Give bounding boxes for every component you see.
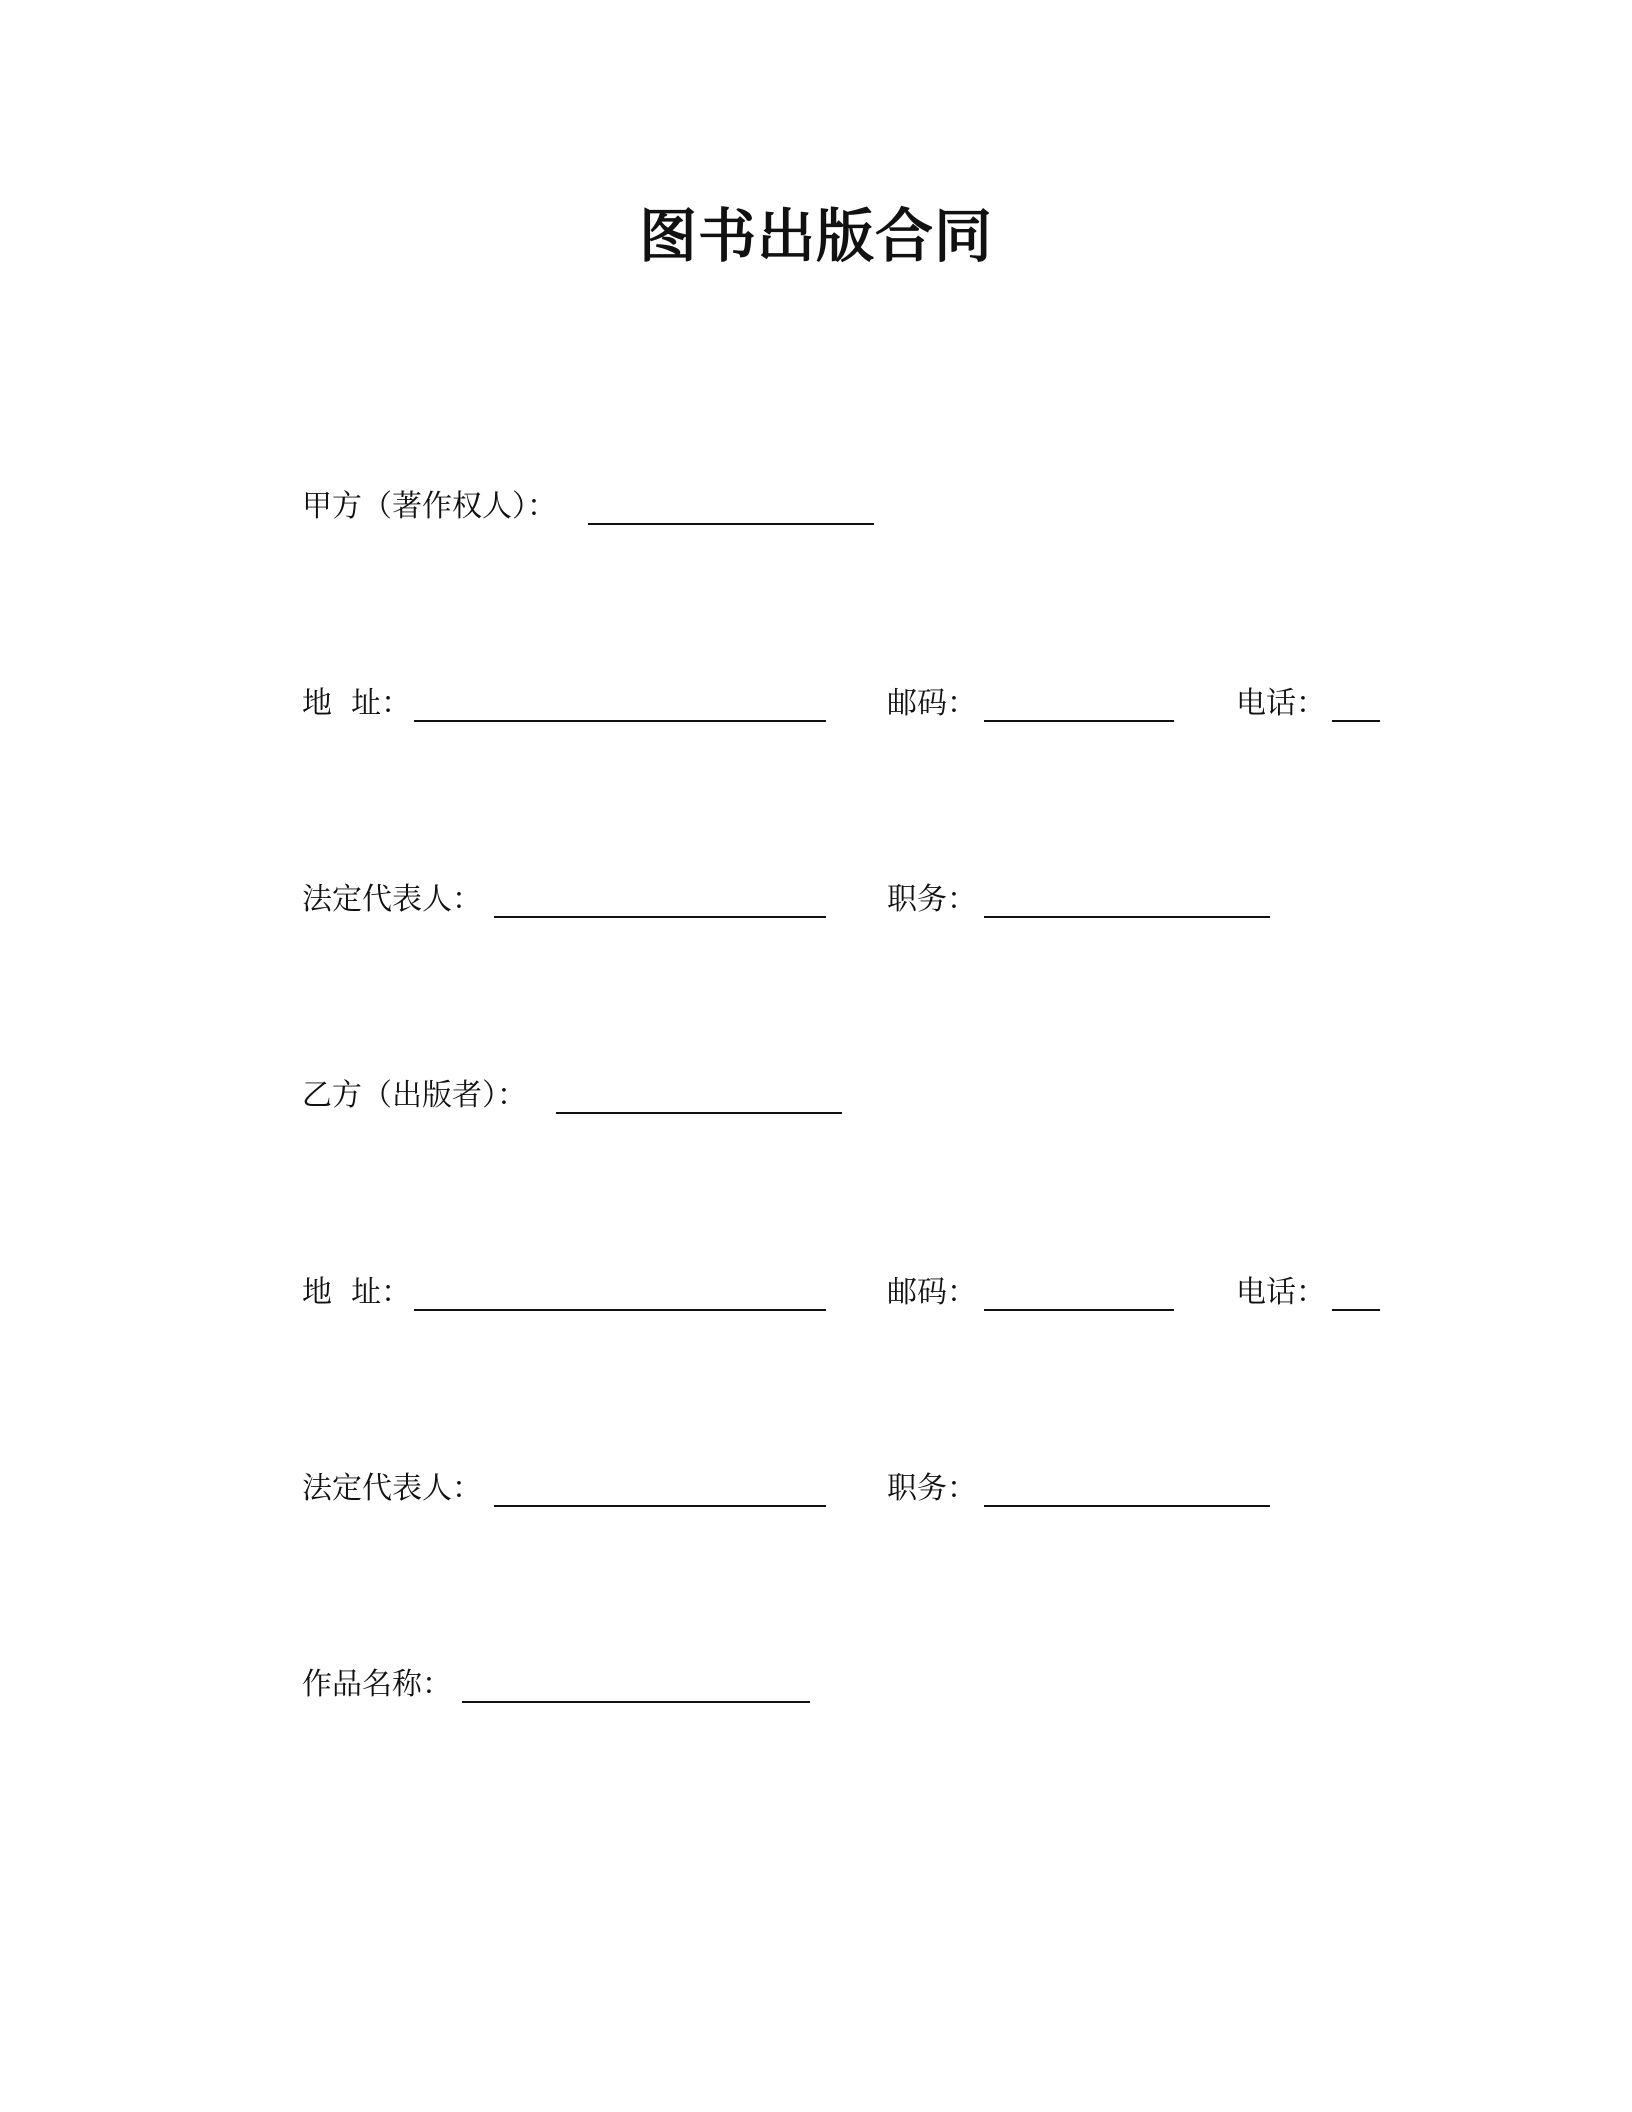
party-b-postcode-field[interactable] — [984, 1309, 1174, 1311]
party-b-phone-field[interactable] — [1332, 1309, 1380, 1311]
party-a-row — [0, 484, 1632, 530]
party-a-address-label: 地 址： — [302, 686, 412, 721]
party-b-row — [0, 1073, 1632, 1119]
party-b-label: 乙方（出版者）： — [302, 1078, 527, 1113]
work-title-row — [0, 1662, 1632, 1708]
party-a-contact-row — [0, 681, 1632, 727]
party-b-phone-label: 电话： — [1236, 1275, 1326, 1310]
party-a-address-field[interactable] — [414, 720, 826, 722]
party-b-name-field[interactable] — [556, 1112, 842, 1114]
work-title-label: 作品名称： — [302, 1667, 452, 1702]
party-b-rep-row — [0, 1466, 1632, 1512]
party-a-name-field[interactable] — [588, 523, 874, 525]
party-b-position-field[interactable] — [984, 1505, 1270, 1507]
party-a-postcode-label: 邮码： — [887, 686, 977, 721]
party-a-label: 甲方（著作权人）： — [302, 489, 557, 524]
party-a-phone-field[interactable] — [1332, 720, 1380, 722]
party-b-contact-row — [0, 1270, 1632, 1316]
party-a-rep-row — [0, 877, 1632, 923]
party-a-legal-rep-field[interactable] — [494, 916, 826, 918]
party-b-address-field[interactable] — [414, 1309, 826, 1311]
party-a-legal-rep-label: 法定代表人： — [302, 882, 482, 917]
party-b-legal-rep-field[interactable] — [494, 1505, 826, 1507]
party-b-address-label: 地 址： — [302, 1275, 412, 1310]
party-a-phone-label: 电话： — [1236, 686, 1326, 721]
party-a-position-label: 职务： — [887, 882, 977, 917]
party-b-postcode-label: 邮码： — [887, 1275, 977, 1310]
party-b-legal-rep-label: 法定代表人： — [302, 1471, 482, 1506]
party-a-position-field[interactable] — [984, 916, 1270, 918]
party-b-position-label: 职务： — [887, 1471, 977, 1506]
party-a-postcode-field[interactable] — [984, 720, 1174, 722]
work-title-field[interactable] — [462, 1701, 810, 1703]
page-title: 图书出版合同 — [638, 202, 993, 270]
